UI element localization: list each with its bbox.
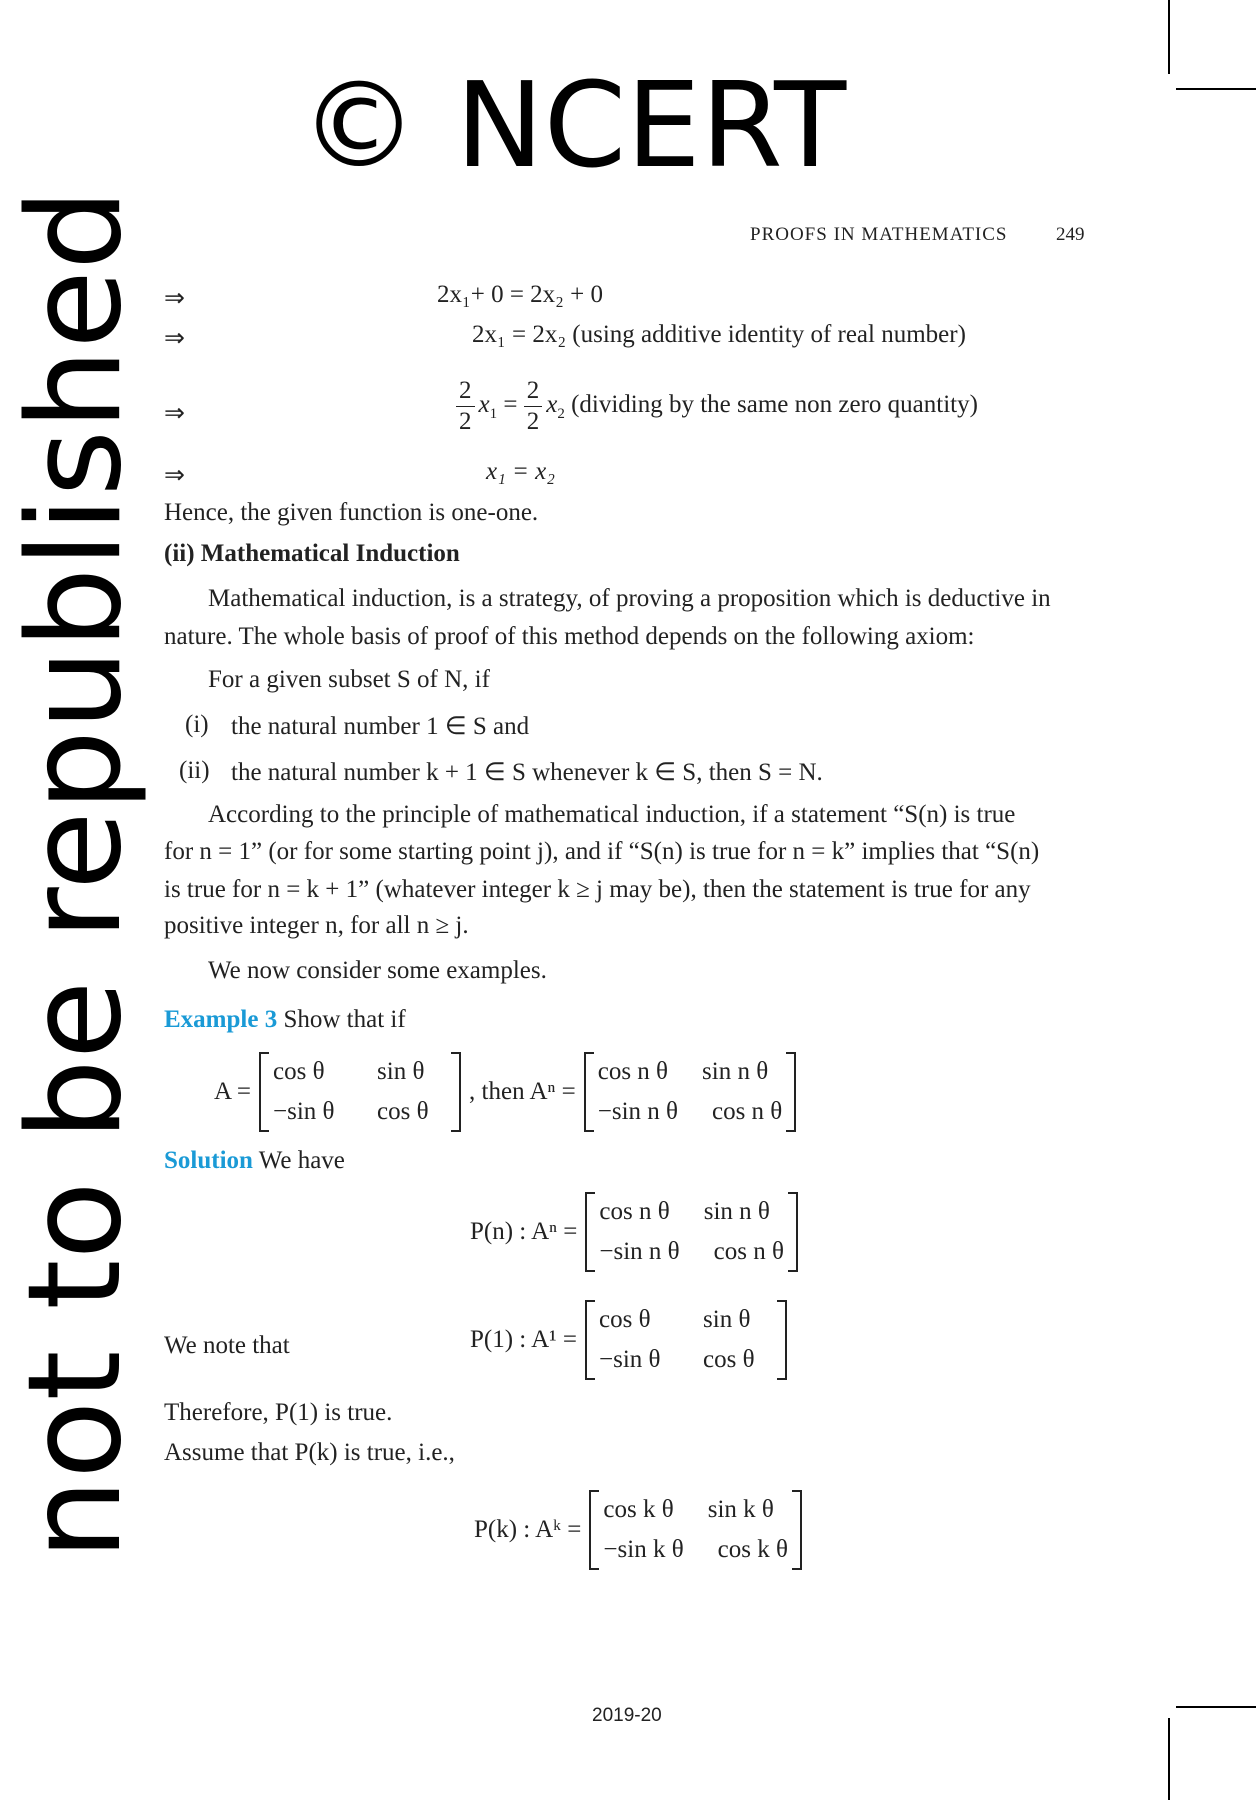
- axiom-intro: For a given subset S of N, if: [208, 666, 490, 693]
- paragraph-line: Mathematical induction, is a strategy, of proving a proposition which is deductive in: [208, 585, 1051, 612]
- crop-mark: [1168, 0, 1170, 74]
- footer-year: 2019-20: [592, 1705, 662, 1726]
- statement-label: P(k) : Aᵏ =: [474, 1516, 582, 1543]
- paragraph-line: nature. The whole basis of proof of this method depends on the following axiom:: [164, 623, 975, 650]
- matrix-cell: −sin θ: [599, 1346, 661, 1373]
- equation-step-3: $\frac{2}{2}$ $x_1$ = $\frac{2}{2}$ $x_2$ (dividing by the same non zero quantity): [456, 376, 978, 437]
- assume-text: Assume that P(k) is true, i.e.,: [164, 1439, 455, 1466]
- crop-mark: [1168, 1718, 1170, 1800]
- paragraph-line: According to the principle of mathematical induction, if a statement “S(n) is true: [208, 801, 1016, 828]
- matrix: [585, 1300, 787, 1380]
- matrix-label: A =: [214, 1078, 252, 1105]
- statement-pk: [474, 1490, 802, 1570]
- matrix-cell: sin θ: [703, 1306, 751, 1333]
- running-header: PROOFS IN MATHEMATICS: [750, 224, 1008, 245]
- crop-mark: [1176, 88, 1256, 90]
- example-heading: [164, 1006, 406, 1034]
- examples-intro: We now consider some examples.: [208, 957, 547, 984]
- matrix-cell: cos θ: [377, 1098, 429, 1125]
- matrix-cell: −sin n θ: [597, 1098, 678, 1125]
- axiom-item: the natural number k + 1 ∈ S whenever k ∈ S, then S = N.: [231, 759, 823, 786]
- matrix-cell: cos n θ: [597, 1058, 669, 1085]
- matrix: [589, 1490, 802, 1570]
- solution-label: Solution: [164, 1147, 253, 1174]
- example-label: Example 3: [164, 1006, 278, 1033]
- implies-arrow: ⇒: [164, 325, 185, 352]
- matrix-cell: sin n θ: [703, 1198, 770, 1225]
- equation-step-1: 2x₁+ 0 = 2x₂ + 0: [437, 281, 603, 308]
- fraction: $\frac{2}{2}$: [456, 376, 475, 437]
- crop-mark: [1176, 1706, 1256, 1708]
- matrix-cell: cos θ: [599, 1306, 651, 1333]
- matrix-cell: cos θ: [703, 1346, 755, 1373]
- matrix-cell: cos n θ: [711, 1098, 783, 1125]
- example-statement: [214, 1052, 796, 1132]
- axiom-item-number: (i): [185, 711, 209, 738]
- conclusion: Hence, the given function is one-one.: [164, 499, 539, 526]
- note-text: We note that: [164, 1332, 290, 1359]
- axiom-item-number: (ii): [179, 757, 210, 784]
- matrix-cell: cos k θ: [717, 1536, 788, 1563]
- statement-pn: [470, 1192, 798, 1272]
- solution-heading: [164, 1147, 345, 1175]
- solution-text: We have: [258, 1147, 345, 1174]
- note: (using additive identity of real number): [572, 321, 966, 348]
- equation-step-4: x₁ = x₂: [486, 458, 555, 485]
- paragraph-line: positive integer n, for all n ≥ j.: [164, 912, 469, 939]
- paragraph-line: is true for n = k + 1” (whatever integer k ≥ j may be), then the statement is true for any: [164, 876, 1031, 903]
- statement-label: P(n) : Aⁿ =: [470, 1218, 578, 1245]
- implies-arrow: ⇒: [164, 462, 185, 489]
- matrix-cell: sin n θ: [702, 1058, 769, 1085]
- example-text: Show that if: [283, 1006, 406, 1033]
- matrix-a: [259, 1052, 461, 1132]
- equation: 2x₁ = 2x₂: [472, 321, 567, 348]
- matrix-cell: sin θ: [377, 1058, 425, 1085]
- matrix-cell: −sin θ: [273, 1098, 335, 1125]
- axiom-item: the natural number 1 ∈ S and: [231, 713, 530, 740]
- page-number: 249: [1056, 224, 1085, 245]
- statement-label: P(1) : A¹ =: [470, 1326, 578, 1353]
- section-heading: (ii) Mathematical Induction: [164, 540, 460, 567]
- note: (dividing by the same non zero quantity): [571, 391, 978, 419]
- equation-step-2: [472, 321, 966, 349]
- implies-arrow: ⇒: [164, 285, 185, 312]
- matrix-cell: cos θ: [273, 1058, 325, 1085]
- matrix-cell: cos n θ: [713, 1238, 784, 1265]
- watermark-ncert: © NCERT: [300, 56, 847, 194]
- statement-p1: [470, 1300, 787, 1380]
- matrix-cell: cos n θ: [599, 1198, 670, 1225]
- matrix: [585, 1192, 798, 1272]
- watermark-not-republished: not to be republished: [1, 188, 150, 1560]
- then-text: , then Aⁿ =: [469, 1078, 576, 1105]
- matrix-cell: −sin k θ: [603, 1536, 684, 1563]
- implies-arrow: ⇒: [164, 400, 185, 427]
- matrix-cell: sin k θ: [707, 1496, 774, 1523]
- fraction: $\frac{2}{2}$: [524, 376, 543, 437]
- therefore-text: Therefore, P(1) is true.: [164, 1399, 393, 1426]
- paragraph-line: for n = 1” (or for some starting point j), and if “S(n) is true for n = k” implies that “S(n): [164, 838, 1040, 865]
- matrix-cell: cos k θ: [603, 1496, 674, 1523]
- matrix-an: [584, 1052, 797, 1132]
- matrix-cell: −sin n θ: [599, 1238, 680, 1265]
